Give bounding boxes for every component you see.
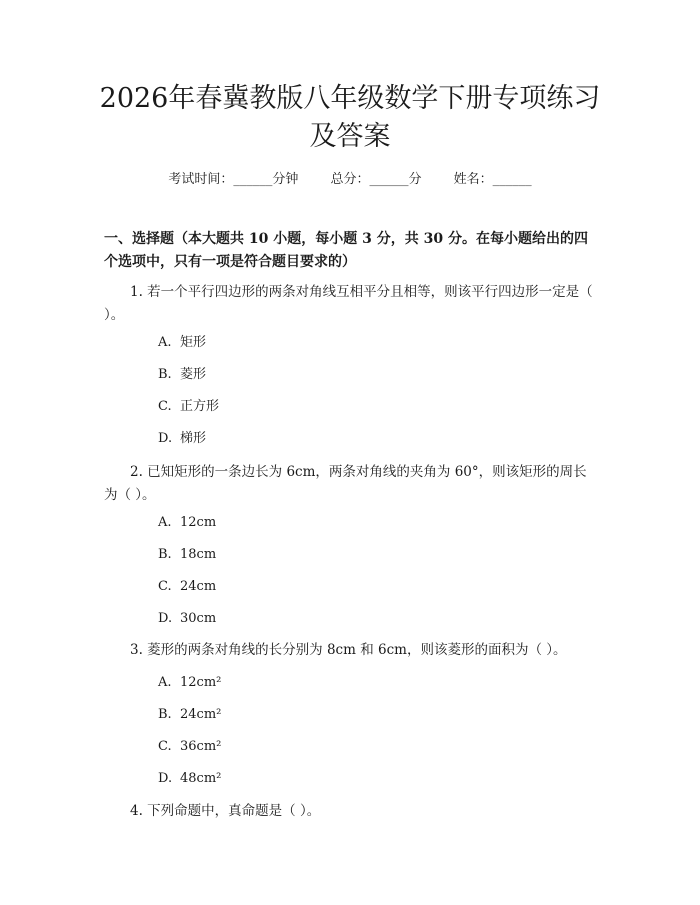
student-name: 姓名：______ bbox=[453, 172, 532, 187]
option-item bbox=[158, 738, 221, 756]
option-item bbox=[158, 430, 206, 448]
total-score: 总分：______分 bbox=[330, 172, 422, 187]
option-letter: B. bbox=[158, 547, 172, 562]
document-title: 2026年春冀教版八年级数学下册专项练习及答案 bbox=[99, 83, 601, 152]
option-text: 36cm² bbox=[180, 739, 222, 754]
exam-meta bbox=[0, 168, 700, 187]
option-text: 30cm bbox=[180, 611, 217, 626]
option-text: 24cm bbox=[180, 579, 217, 594]
option-item bbox=[158, 674, 221, 692]
section-heading-choice: 一、选择题（本大题共 10 小题，每小题 3 分，共 30 分。在每小题给出的四个选项中，只有一项是符合题目要求的） bbox=[104, 231, 588, 270]
option-item bbox=[158, 366, 206, 384]
option-letter: C. bbox=[158, 579, 172, 594]
option-text: 正方形 bbox=[180, 399, 220, 414]
option-item bbox=[158, 398, 219, 416]
option-letter: A. bbox=[158, 335, 172, 350]
option-letter: D. bbox=[158, 431, 173, 446]
option-item bbox=[158, 770, 221, 788]
option-text: 矩形 bbox=[180, 335, 207, 350]
option-text: 18cm bbox=[180, 547, 217, 562]
option-item bbox=[158, 334, 206, 352]
option-letter: B. bbox=[158, 367, 172, 382]
question-stem: 3. 菱形的两条对角线的长分别为 8cm 和 6cm，则该菱形的面积为（ ）。 bbox=[130, 642, 567, 658]
option-letter: D. bbox=[158, 771, 173, 786]
option-letter: C. bbox=[158, 399, 172, 414]
option-text: 菱形 bbox=[180, 367, 207, 382]
option-text: 48cm² bbox=[180, 771, 222, 786]
option-item bbox=[158, 706, 221, 724]
option-item bbox=[158, 578, 216, 596]
option-letter: A. bbox=[158, 515, 172, 530]
option-letter: C. bbox=[158, 739, 172, 754]
option-letter: A. bbox=[158, 675, 172, 690]
option-letter: D. bbox=[158, 611, 173, 626]
option-letter: B. bbox=[158, 707, 172, 722]
option-item bbox=[158, 514, 216, 532]
option-item bbox=[158, 610, 216, 628]
question-stem: 4. 下列命题中，真命题是（ ）。 bbox=[130, 803, 321, 819]
option-item bbox=[158, 546, 216, 564]
option-text: 24cm² bbox=[180, 707, 222, 722]
option-text: 12cm bbox=[180, 515, 217, 530]
option-text: 12cm² bbox=[180, 675, 222, 690]
question-stem: 2. 已知矩形的一条边长为 6cm，两条对角线的夹角为 60°，则该矩形的周长为（ ）。 bbox=[104, 464, 587, 503]
question-stem: 1. 若一个平行四边形的两条对角线互相平分且相等，则该平行四边形一定是（ ）。 bbox=[104, 284, 593, 323]
exam-time: 考试时间：______分钟 bbox=[168, 172, 299, 187]
option-text: 梯形 bbox=[180, 431, 207, 446]
